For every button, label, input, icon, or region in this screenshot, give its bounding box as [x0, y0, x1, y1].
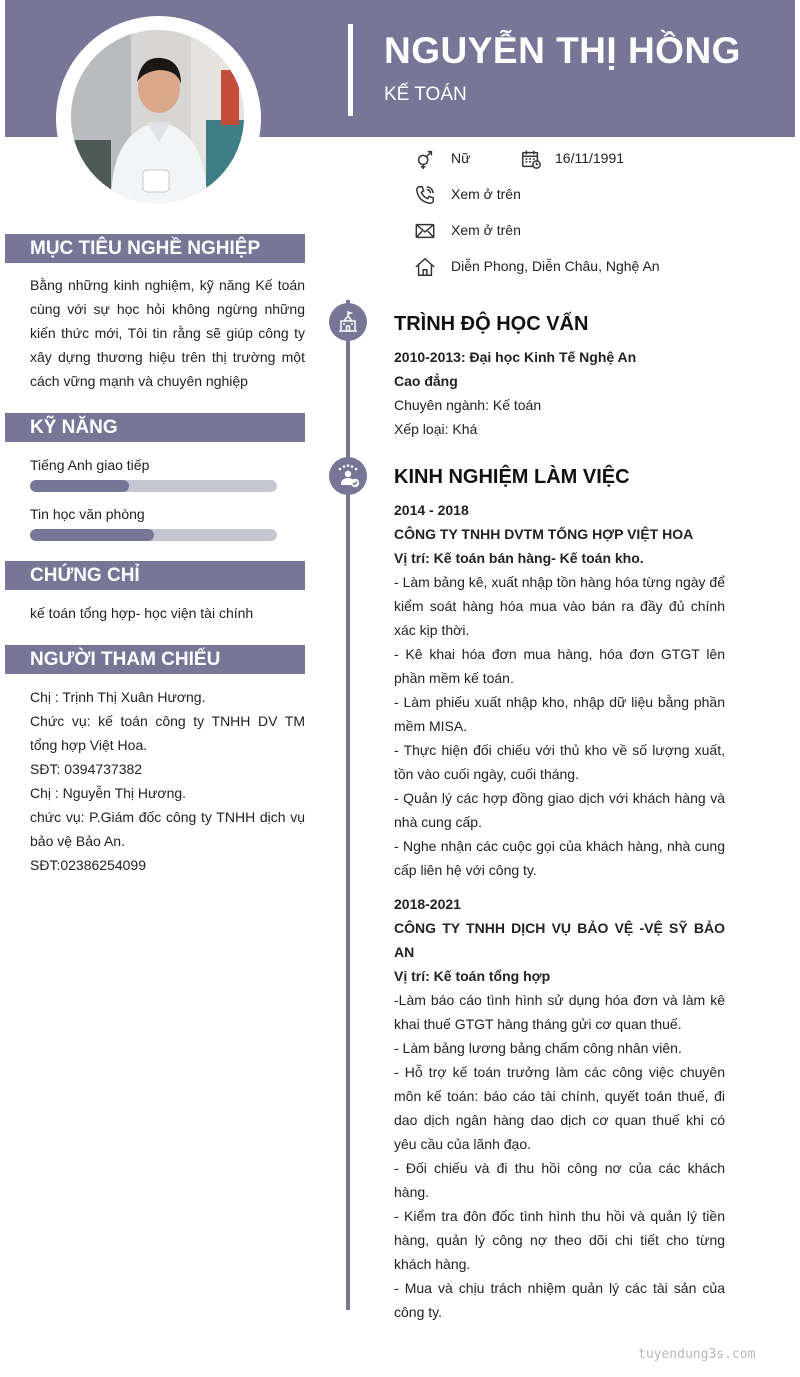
phone-icon — [414, 184, 436, 206]
job-duty: - Kê khai hóa đơn mua hàng, hóa đơn GTGT lên phần mềm kế toán. — [394, 646, 725, 686]
timeline-line — [346, 300, 350, 1310]
job-duty: - Nghe nhận các cuộc gọi của khách hàng, nhà cung cấp liên hệ với công ty. — [394, 838, 725, 878]
avatar-photo — [71, 30, 244, 203]
reference-line: chức vụ: P.Giám đốc công ty TNHH dịch vụ bảo vệ Bảo An. — [30, 809, 305, 849]
job-duty: - Làm bảng kê, xuất nhập tồn hàng hóa từng ngày để kiểm soát hàng hóa mua vào bán ra đầy đủ chính xác kịp thời. — [394, 574, 725, 638]
skill-bar-fill — [30, 480, 129, 492]
job-position: Vị trí: Kế toán bán hàng- Kế toán kho. — [394, 550, 644, 566]
reference-line: SĐT: 0394737382 — [30, 761, 143, 777]
job-company: CÔNG TY TNHH DỊCH VỤ BẢO VỆ -VỆ SỸ BẢO AN — [394, 920, 725, 960]
job-company: CÔNG TY TNHH DVTM TỔNG HỢP VIỆT HOA — [394, 526, 694, 542]
references-list — [30, 685, 305, 877]
gender-value: Nữ — [451, 150, 471, 166]
job-period: 2018-2021 — [394, 896, 461, 912]
gender-icon — [414, 148, 436, 170]
education-major: Chuyên ngành: Kế toán — [394, 397, 542, 413]
reference-line: SĐT:02386254099 — [30, 857, 146, 873]
job-duty: - Thực hiện đối chiếu với thủ kho về số lượng xuất, tồn vào cuối ngày, cuối tháng. — [394, 742, 725, 782]
reference-line: Chị : Nguyễn Thị Hương. — [30, 785, 187, 801]
skill-bar-fill — [30, 529, 154, 541]
job-duty: - Làm bảng lương bảng chấm công nhân viên. — [394, 1040, 682, 1056]
birthday-value: 16/11/1991 — [555, 150, 625, 166]
team-star-icon — [335, 463, 361, 489]
contact-gender — [414, 148, 436, 170]
contact-phone — [414, 184, 436, 206]
address-value: Diễn Phong, Diễn Châu, Nghệ An — [451, 258, 660, 274]
job-duty: - Hỗ trợ kế toán trưởng làm các công việc chuyên môn kế toán: báo cáo tài chính, quyết toán thuế, đi dao dịch ngân hàng dao dịch cơ quan thuế khi có yêu cầu của lãnh đạo. — [394, 1064, 725, 1152]
skill-bar-office — [30, 529, 277, 541]
contact-email — [414, 220, 436, 242]
home-icon — [414, 256, 436, 278]
email-value: Xem ở trên — [451, 222, 521, 238]
education-rank: Xếp loại: Khá — [394, 421, 478, 437]
experience-heading: KINH NGHIỆM LÀM VIỆC — [394, 466, 630, 488]
job-title: KẾ TOÁN — [384, 84, 467, 105]
experience-marker — [329, 457, 367, 495]
skill-bar-english — [30, 480, 277, 492]
experience-job — [394, 498, 725, 882]
job-period: 2014 - 2018 — [394, 502, 469, 518]
experience-job — [394, 892, 725, 1324]
skills-heading: KỸ NĂNG — [5, 413, 305, 442]
school-icon — [336, 310, 360, 334]
calendar-icon — [520, 148, 542, 170]
certificate-text: kế toán tổng hợp- học viện tài chính — [30, 605, 254, 621]
education-marker — [329, 303, 367, 341]
watermark: tuyendung3s.com — [638, 1347, 756, 1362]
objective-text: Bằng những kinh nghiệm, kỹ năng Kế toán cùng với sự học hỏi không ngừng những kiến thức mới, Tôi tin rằng sẽ giúp công ty xây dựng thương hiệu trên thị trường một cách vững mạnh và chuyên nghiệp — [30, 277, 305, 389]
certificates-heading: CHỨNG CHỈ — [5, 561, 305, 590]
full-name: NGUYỄN THỊ HỒNG — [384, 30, 741, 71]
job-position: Vị trí: Kế toán tổng hợp — [394, 968, 551, 984]
education-period-school: 2010-2013: Đại học Kinh Tế Nghệ An — [394, 349, 637, 365]
reference-line: Chức vụ: kế toán công ty TNHH DV TM tổng hợp Việt Hoa. — [30, 713, 305, 753]
education-details — [394, 345, 725, 441]
job-duty: - Mua và chịu trách nhiệm quản lý các tài sản của công ty. — [394, 1280, 725, 1320]
name-divider — [348, 24, 353, 116]
objective-heading: MỤC TIÊU NGHỀ NGHIỆP — [5, 234, 305, 263]
skill-name: Tin học văn phòng — [30, 506, 145, 522]
job-duty: - Quản lý các hợp đồng giao dịch với khách hàng và nhà cung cấp. — [394, 790, 725, 830]
contact-birthday — [520, 148, 542, 170]
references-heading: NGƯỜI THAM CHIẾU — [5, 645, 305, 674]
job-duty: -Làm báo cáo tình hình sử dụng hóa đơn và làm kê khai thuế GTGT hàng tháng gửi cơ quan thuế. — [394, 992, 725, 1032]
reference-line: Chị : Trịnh Thị Xuân Hương. — [30, 689, 206, 705]
education-degree: Cao đẳng — [394, 373, 458, 389]
avatar — [71, 30, 244, 203]
job-duty: - Làm phiếu xuất nhập kho, nhập dữ liệu bằng phần mềm MISA. — [394, 694, 725, 734]
job-duty: - Kiểm tra đôn đốc tình hình thu hồi và quản lý tiền hàng, quản lý công nợ theo dõi chi tiết cho từng khách hàng. — [394, 1208, 725, 1272]
skill-name: Tiếng Anh giao tiếp — [30, 457, 150, 473]
phone-value: Xem ở trên — [451, 186, 521, 202]
contact-address — [414, 256, 436, 278]
job-duty: - Đối chiếu và đi thu hồi công nơ của các khách hàng. — [394, 1160, 725, 1200]
envelope-icon — [414, 220, 436, 242]
education-heading: TRÌNH ĐỘ HỌC VẤN — [394, 313, 589, 335]
